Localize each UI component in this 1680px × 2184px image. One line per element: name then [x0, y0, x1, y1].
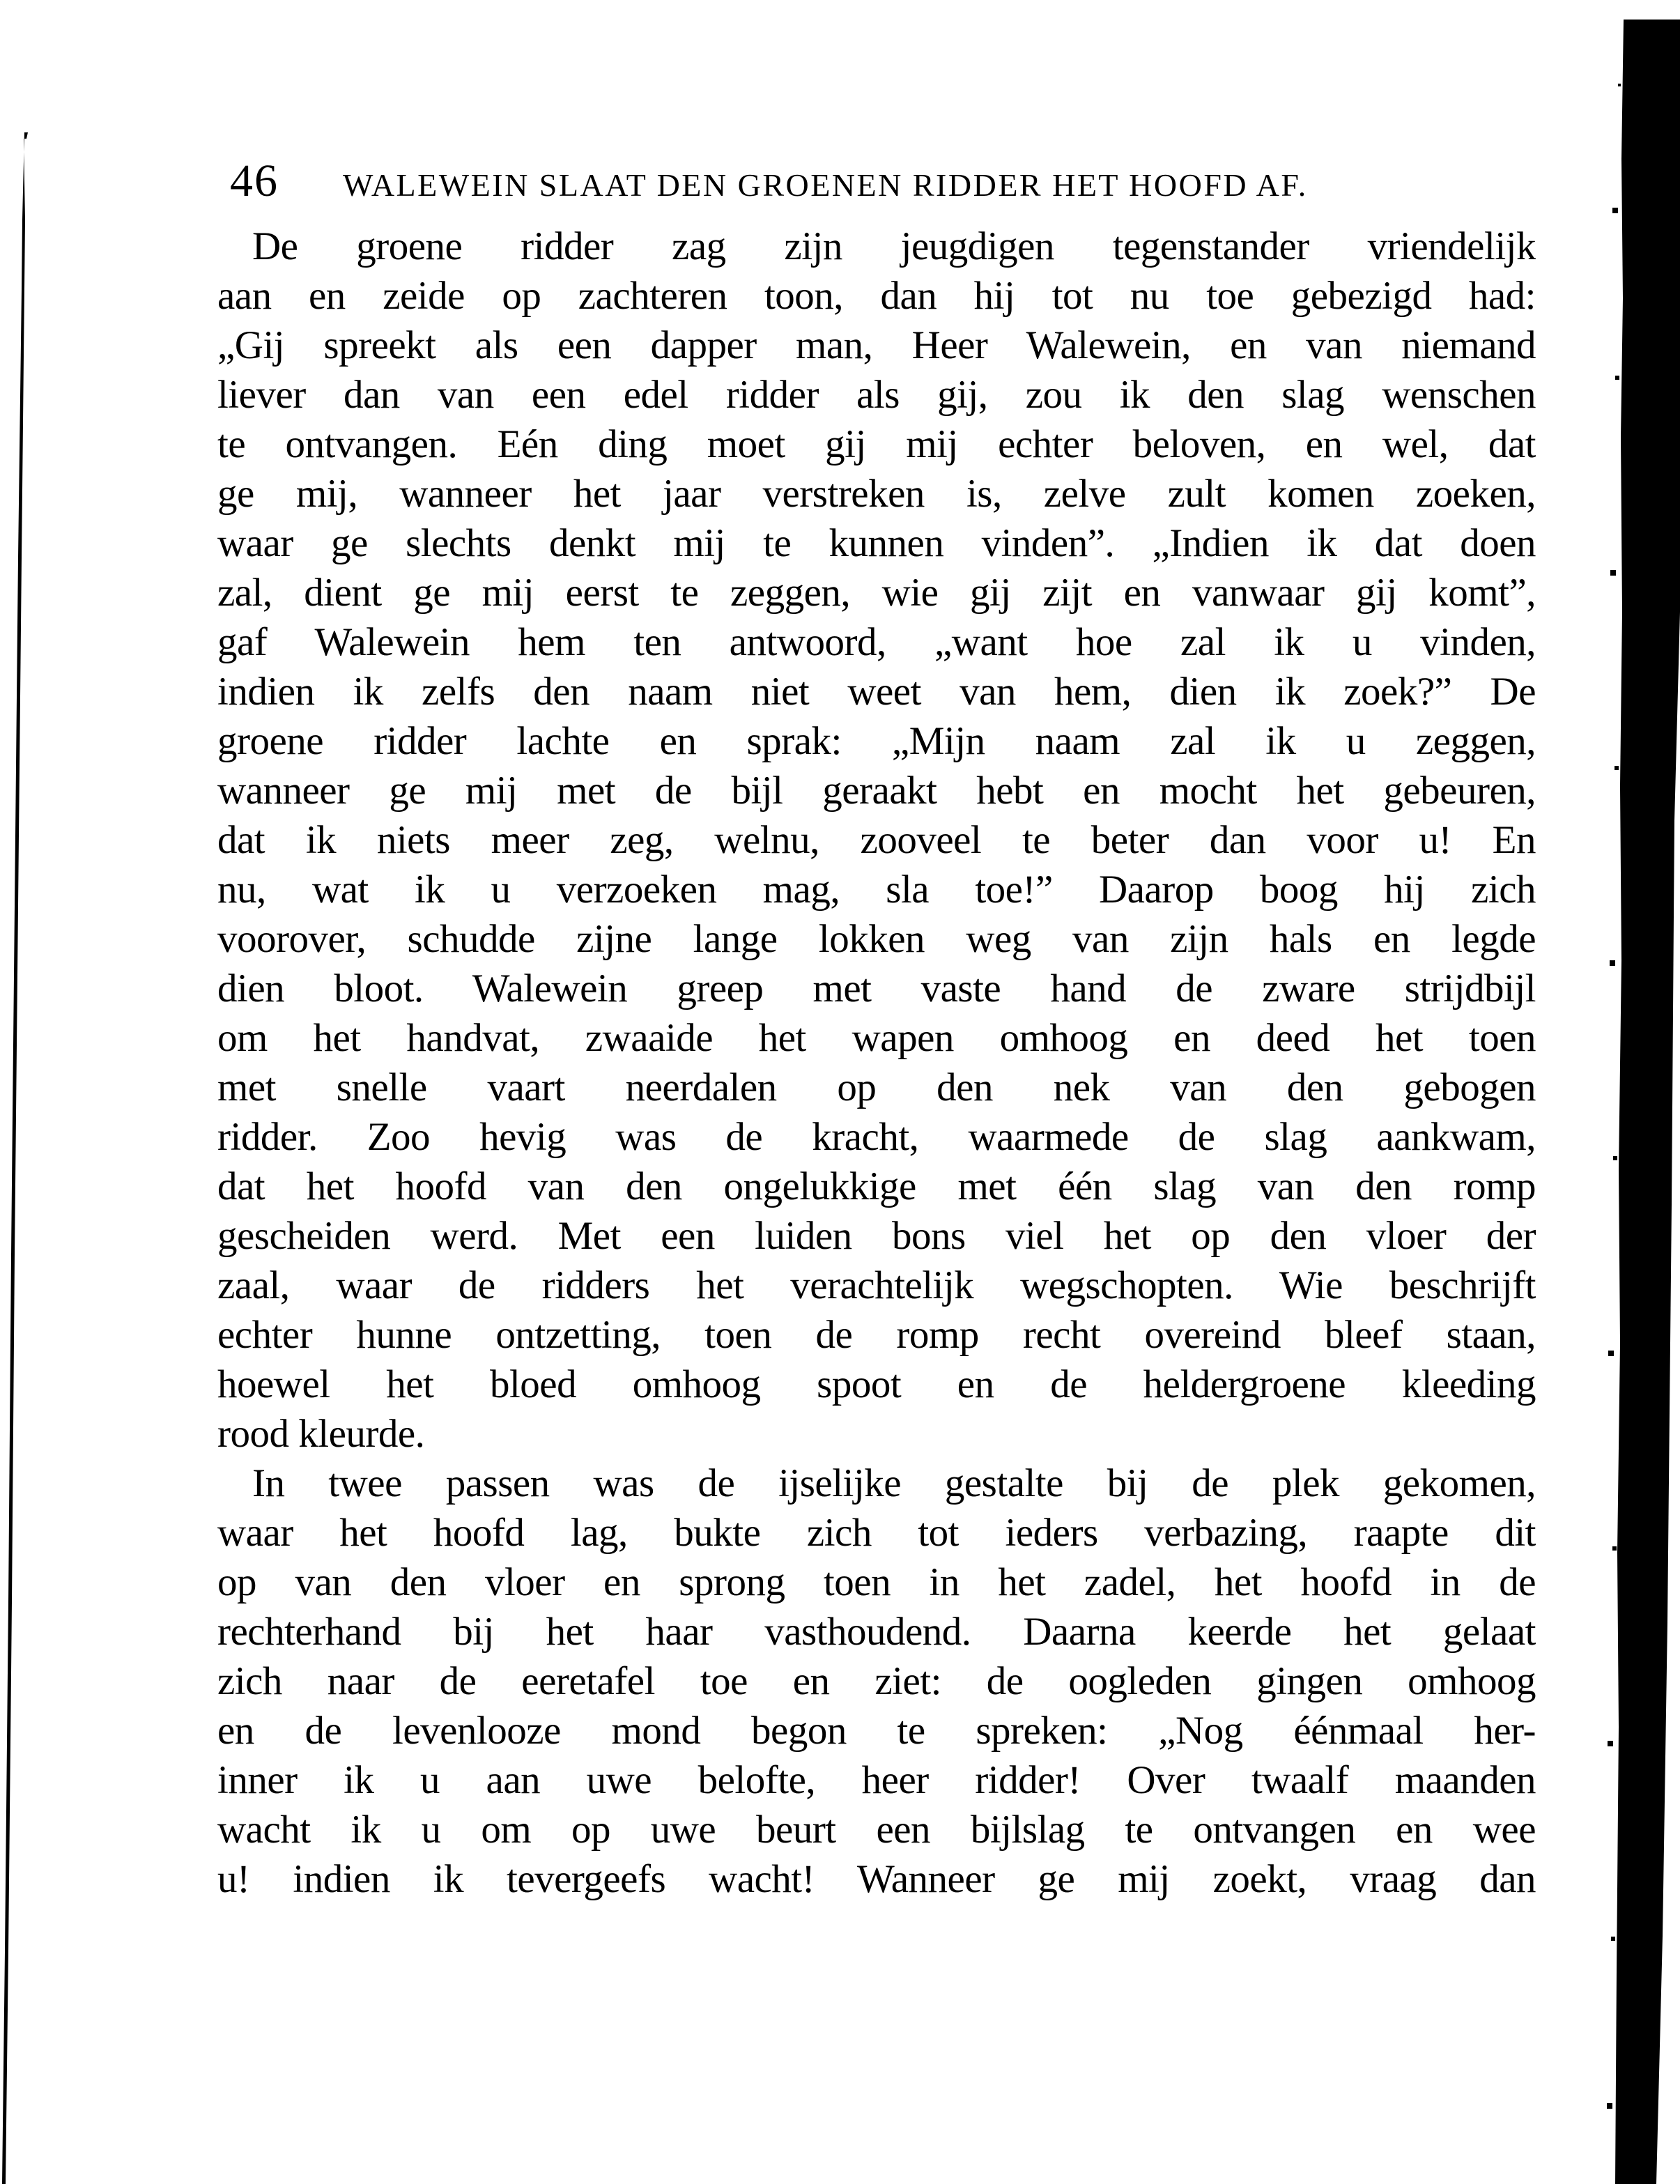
- text-line: op van den vloer en sprong toen in het zadel, het hoofd in de: [217, 1560, 1536, 1604]
- text-line: gescheiden werd. Met een luiden bons viel het op den vloer der: [217, 1214, 1536, 1258]
- text-line: wacht ik u om op uwe beurt een bijlslag te ontvangen en wee: [217, 1808, 1536, 1852]
- text-line: zich naar de eeretafel toe en ziet: de oogleden gingen omhoog: [217, 1659, 1536, 1703]
- text-line: u! indien ik tevergeefs wacht! Wanneer ge mij zoekt, vraag dan: [217, 1857, 1536, 1901]
- text-line: gaf Walewein hem ten antwoord, „want hoe zal ik u vinden,: [217, 620, 1536, 664]
- text-line: De groene ridder zag zijn jeugdigen tegenstander vriendelijk: [252, 224, 1536, 268]
- text-line: inner ik u aan uwe belofte, heer ridder! Over twaalf maanden: [217, 1758, 1536, 1802]
- text-line: rood kleurde.: [217, 1412, 425, 1456]
- text-line: ge mij, wanneer het jaar verstreken is, zelve zult komen zoeken,: [217, 472, 1536, 516]
- text-line: rechterhand bij het haar vasthoudend. Daarna keerde het gelaat: [217, 1610, 1536, 1654]
- paragraph: [217, 222, 1536, 1459]
- text-line: dat ik niets meer zeg, welnu, zooveel te beter dan voor u! En: [217, 818, 1536, 862]
- text-line: met snelle vaart neerdalen op den nek van den gebogen: [217, 1066, 1536, 1109]
- text-line: In twee passen was de ijselijke gestalte bij de plek gekomen,: [252, 1461, 1536, 1505]
- text-line: waar ge slechts denkt mij te kunnen vinden”. „Indien ik dat doen: [217, 521, 1536, 565]
- text-line: te ontvangen. Eén ding moet gij mij echter beloven, en wel, dat: [217, 422, 1536, 466]
- text-line: „Gij spreekt als een dapper man, Heer Walewein, en van niemand: [217, 323, 1536, 367]
- text-line: echter hunne ontzetting, toen de romp recht overeind bleef staan,: [217, 1313, 1536, 1357]
- running-header: [230, 155, 1308, 208]
- paragraph: [217, 1459, 1536, 1904]
- text-line: waar het hoofd lag, bukte zich tot ieders verbazing, raapte dit: [217, 1511, 1536, 1555]
- text-line: zal, dient ge mij eerst te zeggen, wie gij zijt en vanwaar gij komt”,: [217, 571, 1536, 615]
- text-line: liever dan van een edel ridder als gij, zou ik den slag wenschen: [217, 373, 1536, 417]
- running-header-title: WALEWEIN SLAAT DEN GROENEN RIDDER HET HOOFD AF.: [343, 167, 1308, 203]
- text-line: groene ridder lachte en sprak: „Mijn naam zal ik u zeggen,: [217, 719, 1536, 763]
- text-line: dien bloot. Walewein greep met vaste hand de zware strijdbijl: [217, 967, 1536, 1010]
- scan-noise-specks: [1618, 84, 1621, 86]
- text-line: dat het hoofd van den ongelukkige met één slag van den romp: [217, 1164, 1536, 1208]
- body-text: [217, 222, 1536, 1904]
- text-line: hoewel het bloed omhoog spoot en de heldergroene kleeding: [217, 1362, 1536, 1406]
- text-line: indien ik zelfs den naam niet weet van hem, dien ik zoek?” De: [217, 670, 1536, 714]
- text-line: ridder. Zoo hevig was de kracht, waarmede de slag aankwam,: [217, 1115, 1536, 1159]
- gutter-shadow-artifact: [1610, 20, 1680, 2184]
- text-line: en de levenlooze mond begon te spreken: „Nog éénmaal her-: [217, 1709, 1536, 1753]
- page-number: 46: [230, 155, 279, 206]
- page-edge-line-artifact: [0, 129, 31, 2184]
- text-line: zaal, waar de ridders het verachtelijk wegschopten. Wie beschrijft: [217, 1263, 1536, 1307]
- text-line: om het handvat, zwaaide het wapen omhoog en deed het toen: [217, 1016, 1536, 1060]
- text-line: voorover, schudde zijne lange lokken weg van zijn hals en legde: [217, 917, 1536, 961]
- text-line: nu, wat ik u verzoeken mag, sla toe!” Daarop boog hij zich: [217, 868, 1536, 912]
- text-line: wanneer ge mij met de bijl geraakt hebt en mocht het gebeuren,: [217, 769, 1536, 813]
- text-line: aan en zeide op zachteren toon, dan hij tot nu toe gebezigd had:: [217, 274, 1536, 318]
